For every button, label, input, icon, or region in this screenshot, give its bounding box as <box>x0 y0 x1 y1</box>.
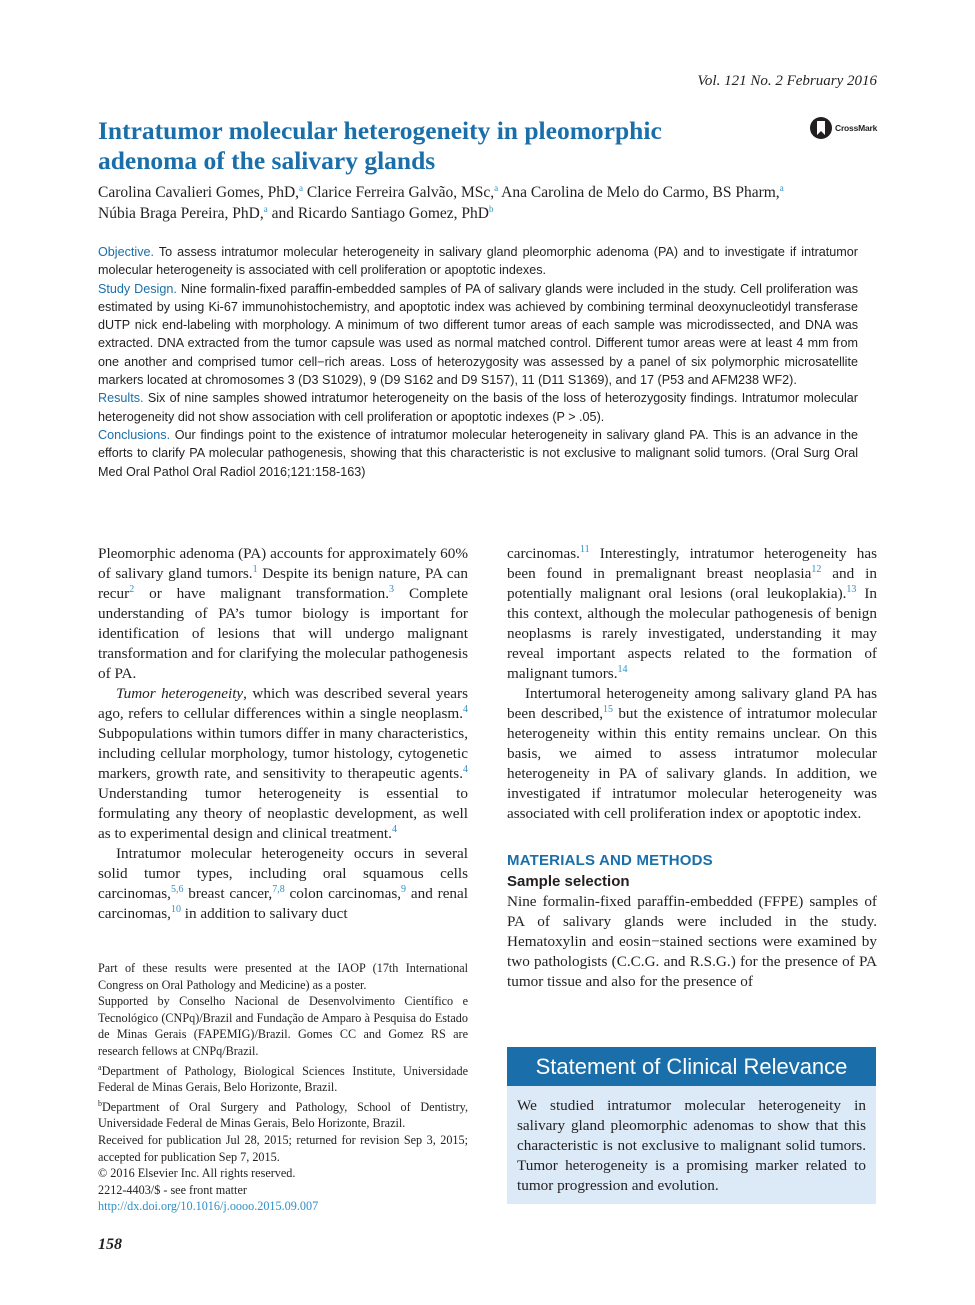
crossmark-icon <box>810 117 832 139</box>
affiliation-mark: a <box>98 1062 102 1072</box>
body-text: in addition to salivary duct <box>180 905 348 922</box>
footnote-received: Received for publication Jul 28, 2015; returned for revision Sep 3, 2015; accepted for publication Sep 7, 2015. <box>98 1133 468 1164</box>
abstract-heading: Study Design. <box>98 281 177 296</box>
body-paragraph <box>98 684 468 844</box>
abstract-conclusions <box>98 426 858 481</box>
body-text: and renal carcinomas, <box>98 885 468 922</box>
abstract-text: Nine formalin-fixed paraffin-embedded samples of PA of salivary glands were included in the study. Cell proliferation was estimated by using Ki-67 immunohistochemistry, and apoptotic index was achieved by combining terminal deoxynucleotidyl transferase dUTP nick end-labeling with morphology. A minimum of two different tumor areas of each sample was microdissected, and DNA was extracted. DNA extracted from the tumor capsule was used as normal matched control. Different tumor areas were at least 4 mm from one another and comprised tumor cell−rich areas. Loss of heterozygosity was assessed by a panel of six polymorphic microsatellite markers located at chromosomes 3 (D3 S1029), 9 (D9 S162 and D9 S157), 11 (D11 S1369), and 17 (P53 and AFM238 WF2). <box>98 281 858 388</box>
clinical-relevance-text: We studied intratumor molecular heterogeneity in salivary gland pleomorphic adenomas to show that this characteristic is not exclusive to malignant solid tumors. Tumor heterogeneity is a promising marker related to tumor progression and evolution. <box>517 1097 866 1194</box>
abstract-study-design <box>98 280 858 390</box>
abstract-text: Six of nine samples showed intratumor heterogeneity on the basis of the loss of heterozygosity findings. Intratumor molecular heterogeneity did not show association with cell proliferation or apoptotic indexes (P > .05). <box>98 391 858 424</box>
abstract-heading: Results. <box>98 391 144 406</box>
footnotes <box>98 960 468 1215</box>
citation-link[interactable]: 12 <box>811 563 822 575</box>
body-column-right <box>507 544 877 992</box>
author-name: Clarice Ferreira Galvão, MSc, <box>306 184 495 201</box>
author-list <box>98 182 888 224</box>
section-heading: MATERIALS AND METHODS <box>507 852 713 869</box>
body-text: Understanding tumor heterogeneity is essential to formulating any theory of neoplastic development, as well as to experimental design and clinical treatment. <box>98 785 468 842</box>
citation-link[interactable]: 4 <box>463 763 468 775</box>
affiliation-text: Department of Oral Surgery and Pathology, School of Dentistry, Universidade Federal de Minas Gerais, Belo Horizonte, Brazil. <box>98 1099 468 1131</box>
body-text: Pleomorphic adenoma (PA) accounts for approximately 60% of salivary gland tumors. <box>98 545 468 582</box>
citation-link[interactable]: 2 <box>129 583 135 595</box>
body-paragraph <box>507 684 877 824</box>
clinical-relevance-box <box>507 1047 876 1204</box>
crossmark-label: CrossMark <box>835 123 878 133</box>
body-text: Interestingly, intratumor heterogeneity has been found in premalignant breast neoplasia <box>507 545 877 582</box>
abstract-results <box>98 389 858 426</box>
citation-link[interactable]: 4 <box>391 823 397 835</box>
body-text: Intratumor molecular heterogeneity occurs in several solid tumor types, including oral squamous cells carcinomas, <box>98 845 468 902</box>
author-name: Ana Carolina de Melo do Carmo, BS Pharm, <box>501 184 780 201</box>
defined-term: Tumor heterogeneity <box>116 685 244 702</box>
citation-link[interactable]: 3 <box>389 583 395 595</box>
author-name: and Ricardo Santiago Gomez, PhD <box>271 205 489 222</box>
abstract-objective <box>98 243 858 280</box>
affiliation-mark: b <box>98 1098 102 1108</box>
affiliation-mark[interactable]: a <box>299 182 304 193</box>
footnote-affiliation-a <box>98 1060 468 1096</box>
abstract <box>98 243 858 481</box>
citation-link[interactable]: 7,8 <box>272 883 285 895</box>
subsection-heading: Sample selection <box>507 873 630 890</box>
citation-link[interactable]: 10 <box>170 903 181 915</box>
body-paragraph <box>507 544 877 684</box>
article-title: Intratumor molecular heterogeneity in pleomorphic adenoma of the salivary glands <box>98 116 662 175</box>
abstract-heading: Objective. <box>98 245 154 259</box>
author-name: Núbia Braga Pereira, PhD, <box>98 205 264 222</box>
footnote-affiliation-b <box>98 1096 468 1132</box>
citation-link[interactable]: 9 <box>401 883 407 895</box>
body-text: breast cancer, <box>183 885 273 902</box>
affiliation-mark[interactable]: a <box>779 182 784 193</box>
page-number: 158 <box>98 1236 122 1253</box>
doi-link[interactable]: http://dx.doi.org/10.1016/j.oooo.2015.09.007 <box>98 1199 319 1214</box>
citation-link[interactable]: 1 <box>252 563 258 575</box>
body-text: Intertumoral heterogeneity among salivary gland PA has been described, <box>507 685 877 722</box>
clinical-relevance-title: Statement of Clinical Relevance <box>507 1047 876 1086</box>
abstract-text: Our findings point to the existence of intratumor molecular heterogeneity in salivary gland PA. This is an advance in the efforts to clarify PA molecular pathogenesis, showing that this characteristic is not exclusive to malignant solid tumors. (Oral Surg Oral Med Oral Pathol Oral Radiol 2016;121:158-163) <box>98 427 858 479</box>
citation-link[interactable]: 5,6 <box>170 883 184 895</box>
footnote-copyright: © 2016 Elsevier Inc. All rights reserved. <box>98 1166 296 1181</box>
citation-link[interactable]: 4 <box>463 703 468 715</box>
body-column-left <box>98 544 468 924</box>
body-text: Complete understanding of PA’s tumor biology is important for identification of lesions that will undergo malignant transformation and for clarifying the molecular pathogenesis of PA. <box>98 585 468 682</box>
affiliation-mark[interactable]: a <box>263 203 268 214</box>
body-paragraph: Nine formalin-fixed paraffin-embedded (FFPE) samples of PA of salivary glands were included in the study. Hematoxylin and eosin−stained sections were examined by two pathologists (C.C.G. and R.S.G.) for the presence of PA tumor tissue and also for the presence of <box>507 893 877 990</box>
body-text: and in potentially malignant oral lesions (oral leukoplakia). <box>507 565 877 602</box>
body-text: In this context, although the molecular pathogenesis of benign neoplasms is rarely investigated, understanding it may reveal important aspects related to the formation of malignant tumors. <box>507 585 877 682</box>
affiliation-mark[interactable]: b <box>488 203 494 214</box>
citation-link[interactable]: 14 <box>617 663 628 675</box>
body-text: colon carcinomas, <box>284 885 402 902</box>
affiliation-text: Department of Pathology, Biological Sciences Institute, Universidade Federal de Minas Gerais, Belo Horizonte, Brazil. <box>98 1063 468 1095</box>
journal-info: Vol. 121 No. 2 February 2016 <box>697 73 877 89</box>
author-name: Carolina Cavalieri Gomes, PhD, <box>98 184 300 201</box>
footnote-doi <box>98 1198 468 1215</box>
citation-link[interactable]: 13 <box>846 583 857 595</box>
abstract-text: To assess intratumor molecular heterogeneity in salivary gland pleomorphic adenoma (PA) and to investigate if intratumor molecular heterogeneity is associated with cell proliferation or apoptotic indexes. <box>98 245 858 278</box>
body-text: Despite its benign nature, PA can recur <box>98 565 468 602</box>
citation-link[interactable]: 11 <box>579 543 590 555</box>
footnote-issn: 2212-4403/$ - see front matter <box>98 1182 247 1197</box>
body-text: , which was described several years ago, refers to cellular differences within a single neoplasm. <box>98 685 468 722</box>
affiliation-mark[interactable]: a <box>494 182 499 193</box>
abstract-heading: Conclusions. <box>98 427 171 442</box>
body-text: carcinomas. <box>507 545 580 562</box>
body-paragraph <box>98 844 468 924</box>
body-text: Subpopulations within tumors differ in many characteristics, including cellular morphology, tumor histology, cytogenetic markers, growth rate, and sensitivity to therapeutic agents. <box>98 725 468 782</box>
citation-link[interactable]: 15 <box>603 703 613 715</box>
body-text: but the existence of intratumor molecular heterogeneity within this entity remains unclear. On this basis, we aimed to assess intratumor molecular heterogeneity in PA of salivary glands. In addition, we investigated if intratumor molecular heterogeneity was associated with cell proliferation index or apoptotic index. <box>507 705 877 822</box>
crossmark-badge[interactable] <box>810 117 877 139</box>
footnote-presented: Part of these results were presented at the IAOP (17th International Congress on Oral Pathology and Medicine) as a poster. <box>98 961 468 992</box>
body-text: or have malignant transformation. <box>134 585 390 602</box>
footnote-support: Supported by Conselho Nacional de Desenvolvimento Científico e Tecnológico (CNPq)/Brazil and Fundação de Amparo à Pesquisa do Estado de Minas Gerais (FAPEMIG)/Brazil. Gomes CC and Gomez RS are research fellows at CNPq/Brazil. <box>98 994 468 1058</box>
body-paragraph <box>98 544 468 684</box>
